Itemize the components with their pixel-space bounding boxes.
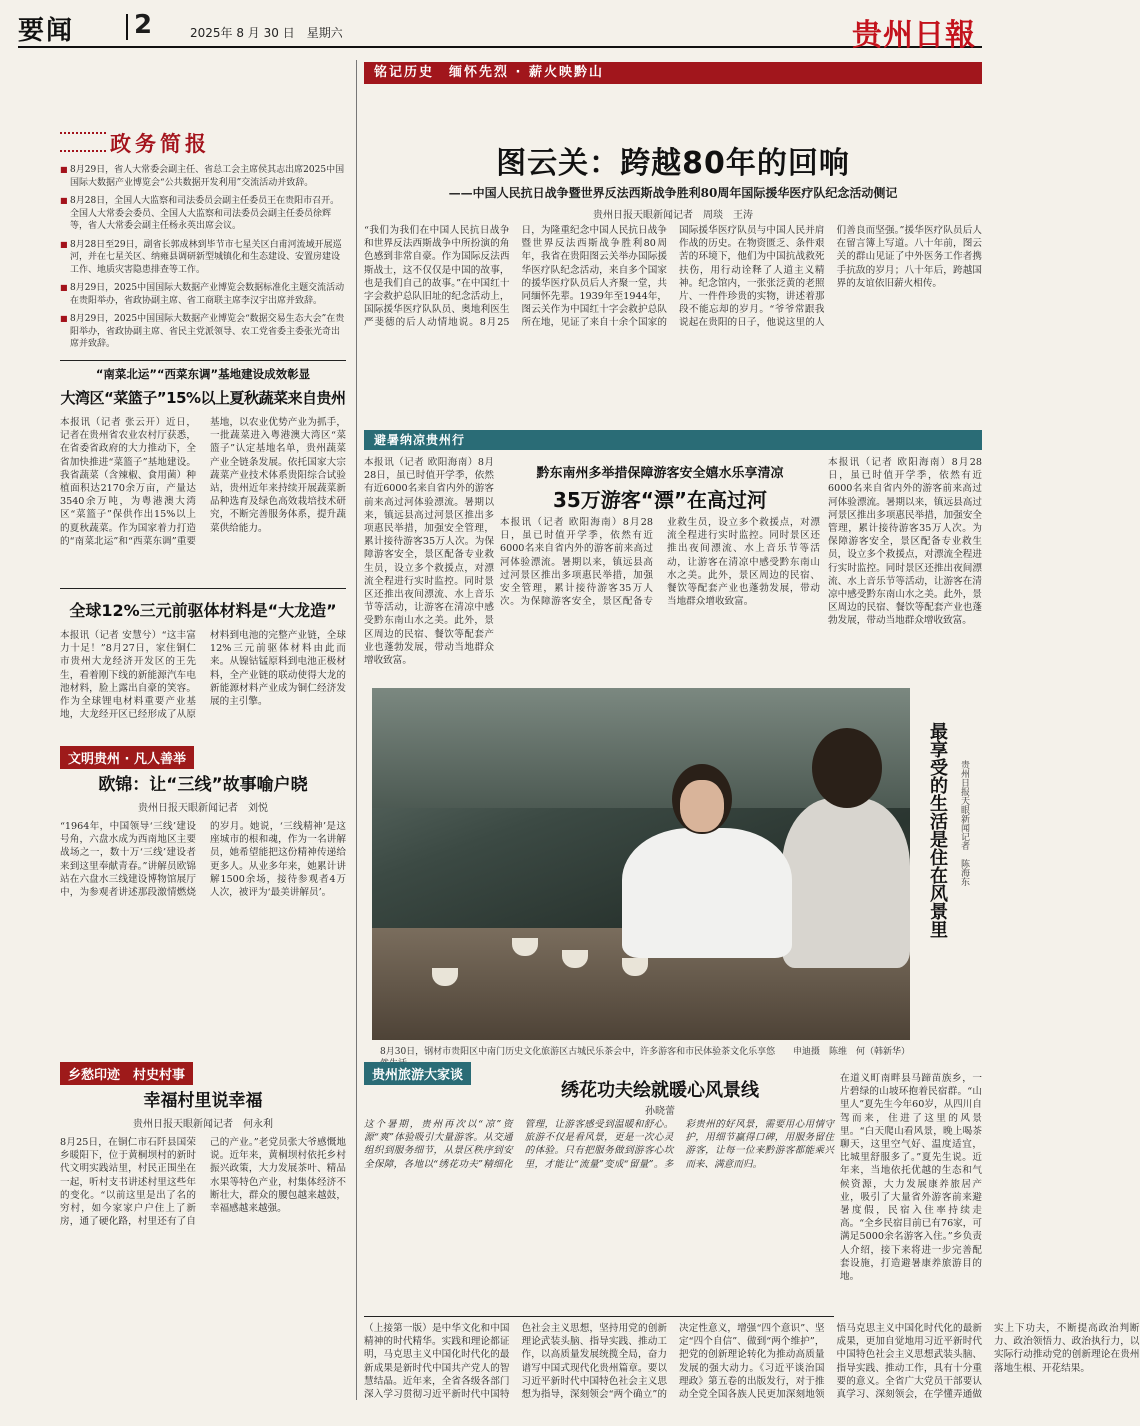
tourism-title-line2: 35万游客“漂”在高过河 bbox=[552, 488, 768, 512]
brief-item: ■ 8月29日，2025中国国际大数据产业博览会数据标准化主题交流活动在贵阳举办，省政协副主席、省工商联主席李汉宇出席并致辞。 bbox=[60, 282, 346, 307]
article-kicker: “南菜北运”“西菜东调”基地建设成效彰显 bbox=[95, 367, 311, 381]
column-divider bbox=[356, 60, 357, 1400]
column-tag: 文明贵州 · 凡人善举 bbox=[60, 746, 194, 769]
tourism-body-left: 本报讯（记者 欧阳海南）8月28日，虽已时值开学季，依然有近6000名来自省内外的游客前来高过河体验漂流。暑期以来，镇远县高过河景区推出多项惠民举措，加强安全管理，累计接待游客35万人次。为保障游客安全，景区配备专业救生员，设立多个救援点，对漂流全程进行实时监控。同时景区还推出夜间漂流、水上音乐节等活动，让游客在清凉中感受黔东南山水之美。此外，景区周边的民宿、餐饮等配套产业也蓬勃发展，带动当地群众增收致富。 bbox=[364, 457, 494, 667]
scenery-byline: 贵州日报天眼新闻记者 陈海东 bbox=[959, 760, 969, 886]
article-body: 8月25日，在铜仁市石阡县国荣乡暖阳下，位于黄桐坝村的新时代文明实践站里，村民正围坐在一起，听村支书讲述村里这些年的变化。“以前这里是出了名的穷村，如今家家户户住上了新房，通了硬化路，村里还有了自己的产业。”老党员张大爷感慨地说。近年来，黄桐坝村依托乡村振兴政策，大力发展茶叶、精品水果等特色产业，村集体经济不断壮大，群众的腰包越来越鼓，幸福感越来越强。 bbox=[60, 1137, 346, 1228]
article-title: 幸福村里说幸福 bbox=[143, 1091, 263, 1111]
brief-item: ■ 8月28日，全国人大监察和司法委员会副主任委员王在贵阳市召开。全国人大常委会委员、全国人大监察和司法委员会副主任委员徐辉等，省人大常委会副主任杨永英出席会议。 bbox=[60, 195, 346, 233]
photo-person-face bbox=[680, 780, 724, 832]
tourism-banner-text: 避暑纳凉贵州行 bbox=[374, 433, 466, 447]
bottom-article-body: （上接第一版）是中华文化和中国精神的时代精华。实践和理论都证明，马克思主义中国化时代化的最新成果是新时代中国共产党人的智慧结晶。近年来，全省各级各部门深入学习贯彻习近平新时代中国特色社会主义思想，坚持用党的创新理论武装头脑、指导实践、推动工作，以高质量发展统揽全局，奋力谱写中国式现代化贵州篇章。要以习近平新时代中国特色社会主义思想为指导，深刻领会“两个确立”的决定性意义，增强“四个意识”、坚定“四个自信”、做到“两个维护”，把党的创新理论转化为推动高质量发展的强大动力。《习近平谈治国理政》第五卷的出版发行，对于推动全党全国各族人民更加深刻地领悟马克思主义中国化时代化的最新成果，更加自觉地用习近平新时代中国特色社会主义思想武装头脑、指导实践、推动工作，具有十分重要的意义。全省广大党员干部要认真学习、深刻领会，在学懂弄通做实上下功夫，不断提高政治判断力、政治领悟力、政治执行力，以实际行动推动党的创新理论在贵州落地生根、开花结果。 bbox=[364, 1323, 1140, 1401]
column-tag: 贵州旅游大家谈 bbox=[364, 1062, 471, 1085]
photo-caption: 8月30日，钢材市贵阳区中南门历史文化旅游区古城民乐茶会中，许多游客和市民体验茶文化乐享悠 bbox=[380, 1047, 776, 1057]
feature-body: “我们为我们在中国人民抗日战争和世界反法西斯战争中所扮演的角色感到非常自豪。作为国际反法西斯战士，这不仅仅是中国的故事，也是我们自己的故事。”在中国红十字会救护总队旧址的纪念活动上，国际援华医疗队队员、奥地利医生严斐德的后人动情地说。8月25日，为隆重纪念中国人民抗日战争暨世界反法西斯战争胜利80周年，我省在贵阳图云关举办国际援华医疗队纪念活动，来自多个国家的援华医疗队员后人齐聚一堂，共同缅怀先辈。1939年至1944年，图云关作为中国红十字会救护总队所在地，见证了来自十余个国家的国际援华医疗队员与中国人民并肩作战的历史。在物资匮乏、条件艰苦的环境下，他们为中国抗战救死扶伤，用行动诠释了人道主义精神。纪念馆内，一张张泛黄的老照片、一件件珍贵的实物，讲述着那段不能忘却的岁月。“爷爷常跟我说起在贵阳的日子，他说这里的人们善良而坚强。”援华医疗队员后人在留言簿上写道。八十年前，图云关的群山见证了中外医务工作者携手抗敌的岁月；八十年后，跨越国界的友谊依旧薪火相传。 bbox=[364, 225, 982, 329]
page-header bbox=[18, 8, 982, 53]
article-byline: 贵州日报天眼新闻记者 何永利 bbox=[133, 1119, 273, 1130]
embroidery-byline: 孙晓蕾 bbox=[645, 1106, 675, 1117]
issue-date: 2025年 8 月 30 日 星期六 bbox=[190, 26, 343, 40]
tourism-body-center: 本报讯（记者 欧阳海南）8月28日，虽已时值开学季，依然有近6000名来自省内外的游客前来高过河体验漂流。暑期以来，镇远县高过河景区推出多项惠民举措，加强安全管理，累计接待游客35万人次。为保障游客安全，景区配备专业救生员，设立多个救援点，对漂流全程进行实时监控。同时景区还推出夜间漂流、水上音乐节等活动，让游客在清凉中感受黔东南山水之美。此外，景区周边的民宿、餐饮等配套产业也蓬勃发展，带动当地群众增收致富。 bbox=[500, 517, 820, 608]
brief-item: ■ 8月28日至29日，副省长郭成林到毕节市七星关区白甫河流域开展巡河，并在七星关区、纳雍县调研新型城镇化和生态建设、安置房建设工作、地质灾害隐患排查等工作。 bbox=[60, 239, 346, 277]
feature-title: 图云关：跨越80年的回响 bbox=[496, 146, 850, 181]
material-article bbox=[60, 598, 346, 729]
article-byline: 贵州日报天眼新闻记者 刘悦 bbox=[138, 803, 268, 814]
vegetable-article bbox=[60, 366, 346, 596]
section-name: 要闻 bbox=[18, 16, 75, 46]
article-body: 本报讯（记者 张云开）近日，记者在贵州省农业农村厅获悉，在省委省政府的大力推动下，全省加快推进“菜篮子”基地建设。我省蔬菜（含辣椒、食用菌）种植面积达2170余万亩，产量达3540余万吨，为粤港澳大湾区“菜篮子”保供作出15%以上的夏秋蔬菜。作为国家着力打造的“南菜北运”和“西菜东调”重要基地，以农业优势产业为抓手，一批蔬菜进入粤港澳大湾区“菜篮子”认定基地名单，贵州蔬菜产业全链条发展。依托国家大宗蔬菜产业技术体系贵阳综合试验站，贵州近年来持续开展蔬菜新品种选育及绿色高效栽培技术研究，不断完善服务体系，提升蔬菜供给能力。 bbox=[60, 417, 346, 547]
scenery-title: 最享受的生活是住在风景里 bbox=[927, 722, 948, 938]
village-article bbox=[60, 1086, 346, 1426]
news-photo bbox=[372, 688, 910, 1040]
article-title: 大湾区“菜篮子”15%以上夏秋蔬菜来自贵州 bbox=[60, 389, 346, 407]
divider bbox=[60, 588, 346, 589]
article-title: 欧锦：让“三线”故事喻户晓 bbox=[98, 775, 308, 795]
article-title: 全球12%三元前驱体材料是“大龙造” bbox=[69, 601, 337, 620]
divider bbox=[60, 360, 346, 361]
divider bbox=[364, 1316, 834, 1317]
photo-person bbox=[782, 798, 910, 968]
embroidery-body: 这个暑期，贵州再次以“凉”资源“爽”体验吸引大量游客。从交通组织到服务细节，从景区秩序到安全保障，各地以“绣花功夫”精细化管理，让游客感受到温暖和舒心。旅游不仅是看风景，更是一次心灵的体验。只有把服务做到游客心坎里，才能让“流量”变成“留量”。多彩贵州的好风景，需要用心用情守护，用细节赢得口碑，用服务留住游客，让每一位来黔游客都能乘兴而来、满意而归。 bbox=[364, 1119, 834, 1170]
scenery-body: 在道义町南畔县马蹄苗族乡，一片碧绿的山坡环抱着民宿群。“山里人”夏先生今年60岁，从四川自驾而来，住进了这里的风景里。“白天爬山看风景，晚上喝茶聊天，这里空气好、温度适宜，比城里舒服多了。”夏先生说。近年来，当地依托优越的生态和气候资源，大力发展康养旅居产业，吸引了大量省外游客前来避暑度假，民宿入住率持续走高。“全乡民宿目前已有76家，可满足5000余名游客入住。”乡负责人介绍，接下来将进一步完善配套设施，打造避暑康养旅游目的地。 bbox=[840, 1073, 982, 1283]
brief-title: 政务简报 bbox=[110, 132, 210, 156]
article-body: “1964年，中国领导‘三线’建设号角，六盘水成为西南地区主要战场之一，数十万‘三线’建设者来到这里奉献青春。”讲解员欧锦站在六盘水三线建设博物馆展厅中，为参观者讲述那段激情燃烧的岁月。她说，‘三线精神’是这座城市的根和魂，作为一名讲解员，她希望能把这份精神传递给更多人。从业多年来，她累计讲解1500余场，接待参观者4万人次，被评为‘最美讲解员’。 bbox=[60, 821, 346, 899]
photo-person-head bbox=[812, 728, 882, 808]
article-body: 本报讯（记者 安慧兮）“这丰富力十足！”8月27日，家住铜仁市贵州大龙经济开发区的王先生，看着刚下线的新能源汽车电池材料，脸上露出自豪的笑容。作为全球锂电材料重要产业基地，大龙经开区已经形成了从原材料到电池的完整产业链，全球12%三元前驱体材料由此而来。从镍钴锰原料到电池正极材料，全产业链的联动使得大龙的新能源材料产业成为铜仁经济发展的主引擎。 bbox=[60, 630, 346, 721]
civilization-article bbox=[60, 770, 346, 1092]
photo-credit: 申迪摄 陈维 何（韩新华） bbox=[792, 1047, 910, 1057]
feature-banner bbox=[364, 62, 982, 84]
column-tag: 乡愁印迹 村史村事 bbox=[60, 1062, 193, 1085]
brief-item: ■ 8月29日，省人大常委会副主任、省总工会主席侯其志出席2025中国国际大数据产业博览会“公共数据开发利用”交流活动并致辞。 bbox=[60, 164, 346, 189]
tourism-body-right: 本报讯（记者 欧阳海南）8月28日，虽已时值开学季，依然有近6000名来自省内外的游客前来高过河体验漂流。暑期以来，镇远县高过河景区推出多项惠民举措，加强安全管理，累计接待游客35万人次。为保障游客安全，景区配备专业救生员，设立多个救援点，对漂流全程进行实时监控。同时景区还推出夜间漂流、水上音乐节等活动，让游客在清凉中感受黔东南山水之美。此外，景区周边的民宿、餐饮等配套产业也蓬勃发展，带动当地群众增收致富。 bbox=[828, 457, 982, 627]
photo-person bbox=[622, 828, 792, 958]
brief-decoration bbox=[60, 132, 106, 152]
brief-list bbox=[60, 164, 346, 364]
tourism-title-line1: 黔东南州多举措保障游客安全嬉水乐享清凉 bbox=[536, 466, 784, 481]
page-number: 2 bbox=[134, 10, 153, 40]
brief-item: ■ 8月29日，2025中国国际大数据产业博览会“数据交易生态大会”在贵阳举办，省政协副主席、省民主党派领导、农工党省委主委张光奇出席并致辞。 bbox=[60, 313, 346, 351]
feature-subtitle: ——中国人民抗日战争暨世界反法西斯战争胜利80周年国际援华医疗队纪念活动侧记 bbox=[448, 186, 898, 200]
feature-banner-text: 铭记历史 缅怀先烈 · 薪火映黔山 bbox=[374, 65, 604, 80]
header-divider bbox=[126, 14, 128, 40]
feature-byline: 贵州日报天眼新闻记者 周琰 王涛 bbox=[593, 210, 753, 221]
embroidery-title: 绣花功夫绘就暖心风景线 bbox=[561, 1080, 759, 1101]
newspaper-logo: 贵州日報 bbox=[852, 18, 976, 53]
tourism-banner bbox=[364, 430, 982, 450]
